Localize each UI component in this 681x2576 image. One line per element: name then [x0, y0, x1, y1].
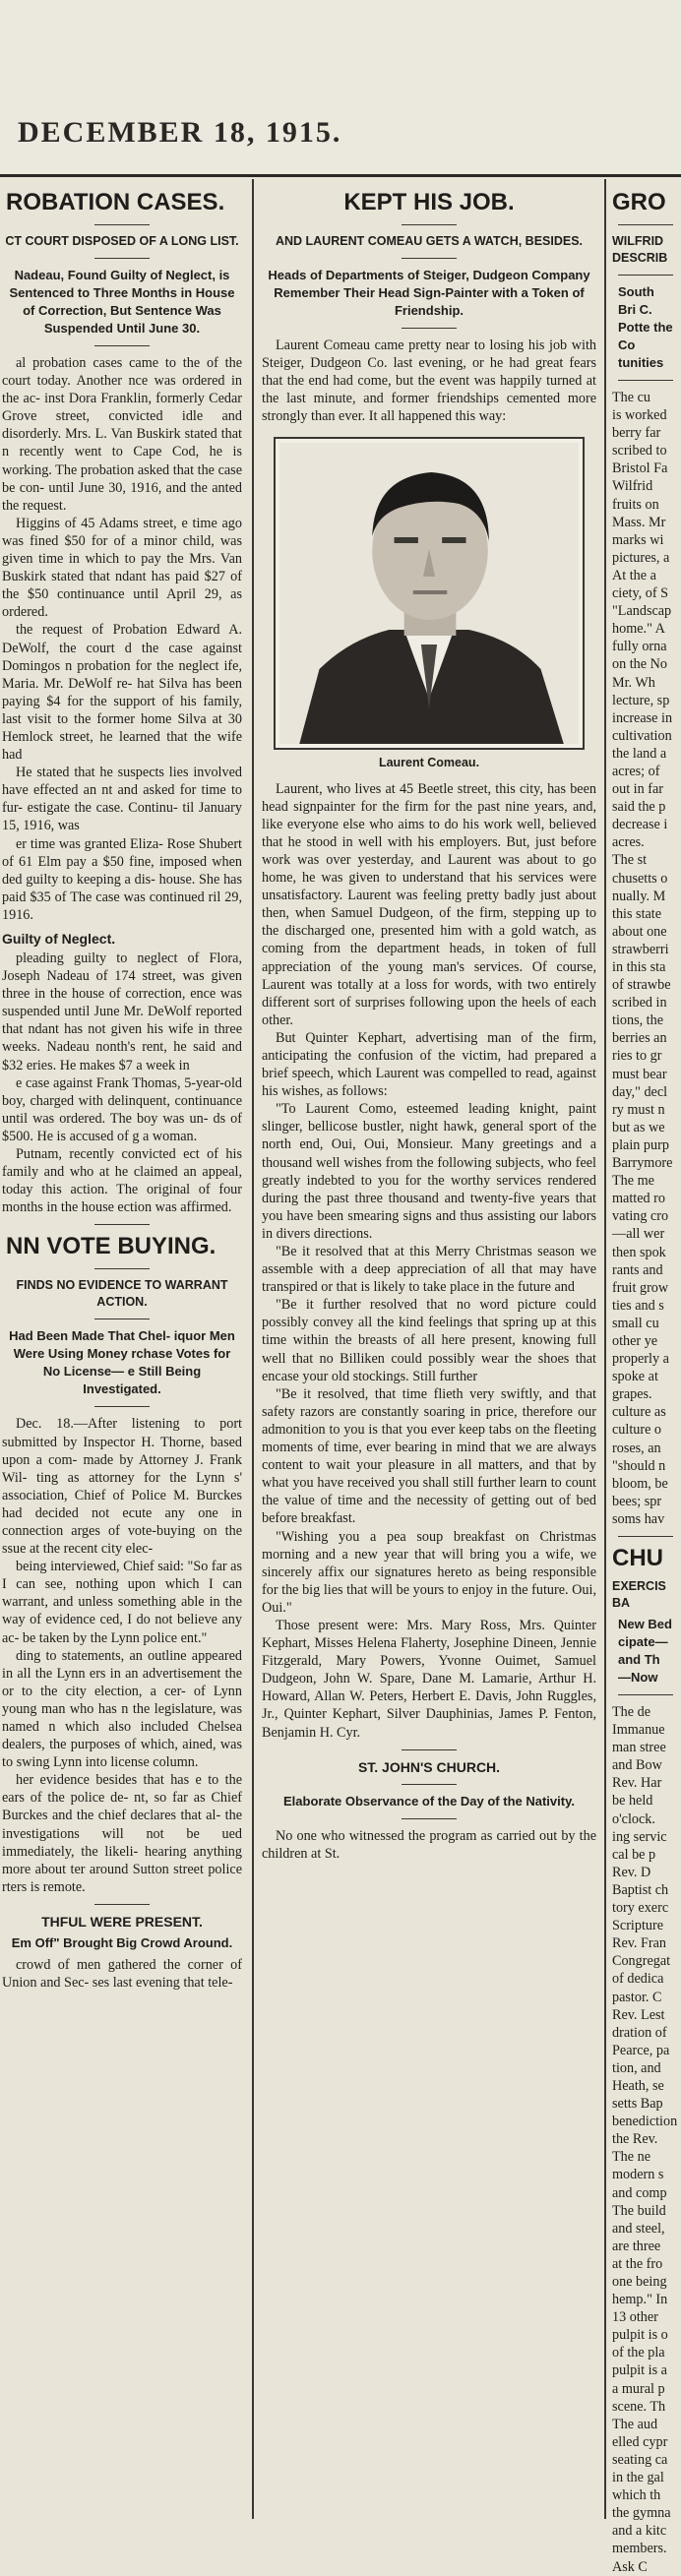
text-line: Rev. D	[612, 1864, 651, 1880]
text-line: must bear	[612, 1066, 667, 1082]
text-line: culture o	[612, 1422, 662, 1439]
text-line: be held	[612, 1793, 653, 1809]
text-line: At the a	[612, 567, 656, 583]
article-paragraph: pleading guilty to neglect of Flora, Joseph Nadeau of 174 street, was given three in the house of correction, ence was suspended until June Mr. DeWolf reported that ndant has not given his wife in three weeks. Nadeau nonth's rent, he said and $32 eries. He makes $7 a week in	[2, 951, 242, 1073]
text-line: man stree	[612, 1740, 666, 1756]
church-headline: CHU	[612, 1545, 663, 1571]
text-line: tions, the	[612, 1012, 664, 1029]
divider	[94, 224, 150, 225]
text-line: are three	[612, 2238, 661, 2254]
text-line: vating cro	[612, 1208, 669, 1225]
portrait-photo	[279, 443, 579, 744]
text-line: acres; of	[612, 763, 660, 779]
text-line: bees; spr	[612, 1493, 662, 1509]
right-column	[610, 183, 681, 2575]
text-line: —all wer	[612, 1226, 665, 1243]
text-line: and steel,	[612, 2220, 665, 2237]
text-line: in this sta	[612, 959, 666, 975]
text-line: The aud	[612, 2416, 658, 2432]
column-rule-right	[604, 179, 606, 2519]
text-line: Rev. Fran	[612, 1935, 667, 1952]
resolution-paragraph: "To Laurent Como, esteemed leading knight, paint slinger, bellicose bustler, night hawk, general sport of the north end, Oui, Oui, Monsieur. Many greetings and a thousand well wishes from the following subjects, who feel greatly indebted to you for the worthy services rendered during the past three thousand and twenty-five years that you have been smearing signs and thus assisting our labors in divers directions.	[262, 1101, 596, 1242]
text-line: hemp." In	[612, 2292, 668, 2308]
text-line: and comp	[612, 2184, 667, 2201]
text-line: which th	[612, 2487, 661, 2504]
text-line: Rev. Lest	[612, 2006, 665, 2023]
vote-buying-subdeck: Had Been Made That Chel- iquor Men Were Using Money rchase Votes for No License— e Still Being Investigated.	[9, 1328, 235, 1397]
text-line: marks wi	[612, 531, 664, 548]
text-line: tory exerc	[612, 1900, 669, 1917]
text-line: the land a	[612, 745, 667, 762]
portrait-frame	[274, 437, 585, 750]
divider	[402, 328, 457, 329]
text-line: The build	[612, 2202, 666, 2219]
text-line: scribed in	[612, 995, 667, 1012]
text-line: lecture, sp	[612, 692, 670, 708]
text-line: dration of	[612, 2024, 667, 2041]
text-line: a mural p	[612, 2380, 665, 2397]
text-line: Ask C	[612, 2558, 648, 2575]
text-line: o'clock.	[612, 1810, 655, 1827]
text-line: bloom, be	[612, 1475, 668, 1492]
text-line: members.	[612, 2541, 667, 2557]
text-line: day," decl	[612, 1083, 668, 1100]
text-line: The cu	[612, 390, 650, 405]
probation-subdeck: Nadeau, Found Guilty of Neglect, is Sentenced to Three Months in House of Correction, But Sentence Was Suspended Until June 30.	[9, 268, 235, 336]
text-line: tion, and	[612, 2059, 661, 2076]
text-line: The ne	[612, 2149, 650, 2166]
text-line: matted ro	[612, 1191, 665, 1207]
section-subhead: Guilty of Neglect.	[2, 931, 116, 947]
church-subdeck: New Bed cipate— and Th —Now	[618, 1617, 672, 1685]
text-line: about one	[612, 923, 667, 940]
text-line: grapes.	[612, 1386, 652, 1403]
resolution-paragraph: "Be it resolved that at this Merry Christmas season we assemble with a deep appreciation of all that may have transpired or that is likely to take place in the future and	[262, 1244, 596, 1296]
probation-deck: CT COURT DISPOSED OF A LONG LIST.	[5, 234, 239, 248]
divider	[94, 1406, 150, 1407]
gro-headline: GRO	[612, 189, 666, 215]
kept-job-subdeck: Heads of Departments of Steiger, Dudgeon Company Remember Their Head Sign-Painter with a Token of Friendship.	[268, 268, 590, 318]
text-line: fruits on	[612, 496, 659, 513]
gro-subdeck: South Bri C. Potte the Co tunities	[618, 284, 673, 370]
text-line: strawberri	[612, 941, 669, 957]
text-line: ry must n	[612, 1101, 665, 1118]
article-paragraph: Higgins of 45 Adams street, e time ago was fined $50 for of a minor child, was given time in which to pay the Mrs. Van Buskirk stated that ndant has paid $27 of the $50 continuance until April 29, as ordered.	[2, 515, 242, 621]
text-line: the Rev.	[612, 2131, 658, 2148]
probation-headline: ROBATION CASES.	[6, 189, 225, 215]
text-line: ing servic	[612, 1828, 667, 1845]
faithful-headline: THFUL WERE PRESENT.	[41, 1913, 203, 1930]
article-paragraph: ding to statements, an outline appeared in all the Lynn ers in an advertisement the or to the city election, a cer- of Lynn young man who has n the legislature, was named n which also included Chelsea dealers, the purposes of which, ained, was to swing Lynn into license column.	[2, 1647, 242, 1771]
text-line: one being	[612, 2274, 667, 2290]
text-line: other ye	[612, 1332, 658, 1349]
text-line: Bristol Fa	[612, 460, 668, 477]
divider	[618, 224, 673, 225]
attendees-paragraph: Those present were: Mrs. Mary Ross, Mrs. Quinter Kephart, Misses Helena Flaherty, Josephine Dineen, Jennie Fitzgerald, Mary Powers, Yvonne Ouimet, Samuel Dudgeon, John W. Spare, Dane M. Lamarie, Arthur H. Howard, Allan W. Peters, Herbert E. Davis, John Ruggles, Jr., Quinter Kephart, Silver Dauphinias, James P. Fenton, Benjamin H. Cyr.	[262, 1617, 596, 1741]
article-paragraph: er time was granted Eliza- Rose Shubert of 61 Elm pay a $50 fine, imposed when ded guilty to keeping a dis- house. She has paid $35 of The case was continued ril 29, 1916.	[2, 835, 242, 923]
text-line: setts Bap	[612, 2096, 663, 2113]
text-line: of strawbe	[612, 977, 671, 994]
article-paragraph: e case against Frank Thomas, 5-year-old boy, charged with delinquent, continuance until was ordered. The boy was un- ds of $500. He is accused of g a woman.	[2, 1074, 242, 1144]
text-line: of dedica	[612, 1971, 664, 1988]
portrait-caption: Laurent Comeau.	[378, 756, 480, 770]
text-line: soms hav	[612, 1510, 665, 1527]
text-line: cultivation	[612, 727, 672, 744]
text-line: Mr. Wh	[612, 674, 655, 691]
text-line: "Landscap	[612, 603, 672, 620]
divider	[402, 258, 457, 259]
article-lead: Laurent Comeau came pretty near to losing his job with Steiger, Dudgeon Co. last evening, or he had great fears that the end had come, but the event was happily turned at the last minute, and former friendships cemented more strongly than ever. It all happened this way:	[262, 337, 596, 425]
divider	[618, 1536, 673, 1537]
divider	[618, 275, 673, 276]
text-line: elled cypr	[612, 2433, 668, 2450]
text-line: Mass. Mr	[612, 514, 666, 530]
text-line: out in far	[612, 781, 664, 798]
text-line: Wilfrid	[612, 478, 653, 495]
resolution-paragraph: "Wishing you a pea soup breakfast on Christmas morning and a new year that will bring you a wife, we sincerely affix our signatures hereto as being responsible for the big lies that will be yours to enjoy in the future. Oui, Oui."	[262, 1528, 596, 1616]
text-line: on the No	[612, 656, 667, 673]
article-paragraph: Putnam, recently convicted ect of his family and who at he claimed an appeal, today this action. The original of four months in the house ection was affirmed.	[2, 1146, 242, 1216]
text-line: then spok	[612, 1244, 666, 1260]
text-line: Congregat	[612, 1953, 671, 1970]
masthead	[0, 0, 681, 177]
column-rule-left	[252, 179, 254, 2519]
kept-job-deck: AND LAURENT COMEAU GETS A WATCH, BESIDES.	[275, 234, 584, 248]
article-paragraph: Dec. 18.—After listening to port submitted by Inspector H. Thorne, based upon a com- made by Attorney J. Frank Wil- ting as attorney for the Lynn s' association, Chief of Police M. Burckes had decided not ecute any one in connection arges of vote-buying on the ssue at the recent city elec-	[2, 1416, 242, 1558]
article-paragraph: He stated that he suspects lies involved have effected an nt and asked for time to fur- estigate the case. Continu- til January 15, 1916, was	[2, 765, 242, 834]
text-line: is worked	[612, 407, 667, 424]
text-line: spoke at	[612, 1369, 658, 1385]
article-paragraph: the request of Probation Edward A. DeWolf, the court d the case against Domingos n probation for the neglect ife, Maria. Mr. DeWolf re- hat Silva has been paying $4 for the support of his family, last visit to the former home Silva at 30 Hemlock street, he learned that the wife had	[2, 622, 242, 764]
text-line: said the p	[612, 799, 666, 816]
text-line: pulpit is a	[612, 2362, 667, 2379]
text-line: ties and s	[612, 1297, 664, 1314]
text-line: properly a	[612, 1351, 669, 1368]
resolution-paragraph: "Be it resolved, that time flieth very swiftly, and that safety razors are constantly soaring in price, therefore our admonition to you is that you ever keep tabs on the fleeting moments of time, ever bearing in mind that we are always content to wait your pleasure in all matters, and that by what you have received you shall still further learn to count the value of time and the necessity of getting out of bed before breakfast.	[262, 1385, 596, 1527]
article-paragraph: her evidence besides that has e to the ears of the police de- nt, so far as Chief Burckes and the chief declares that al- the investigations will not be ued immediately, the likeli- hearing anything more about ter around Sutton street police rters is remote.	[2, 1772, 242, 1895]
text-line: increase in	[612, 709, 673, 726]
kept-job-headline: KEPT HIS JOB.	[343, 189, 515, 215]
text-line: modern s	[612, 2167, 664, 2183]
text-line: The me	[612, 1173, 654, 1190]
text-line: cal be p	[612, 1846, 656, 1863]
text-line: rants and	[612, 1261, 663, 1278]
text-line: at the fro	[612, 2255, 663, 2272]
divider	[94, 1904, 150, 1905]
divider	[402, 1749, 457, 1750]
st-johns-deck: Elaborate Observance of the Day of the Nativity.	[283, 1793, 575, 1809]
divider	[94, 1224, 150, 1225]
text-line: small cu	[612, 1315, 659, 1331]
faithful-deck: Em Off" Brought Big Crowd Around.	[11, 1934, 233, 1950]
article-paragraph: crowd of men gathered the corner of Union and Sec- ses last evening that tele-	[2, 1956, 242, 1992]
text-line: roses, an	[612, 1440, 661, 1456]
text-line: of the pla	[612, 2345, 665, 2361]
text-line: pictures, a	[612, 549, 670, 566]
article-paragraph: But Quinter Kephart, advertising man of the firm, anticipating the confusion of the victim, had prepared a brief speech, which Laurent was compelled to read, against his wishes, as follows:	[262, 1029, 596, 1100]
middle-column	[258, 183, 600, 2519]
text-line: but as we	[612, 1119, 665, 1135]
text-line: "should n	[612, 1457, 666, 1474]
text-line: Rev. Har	[612, 1775, 662, 1792]
text-line: Pearce, pa	[612, 2042, 670, 2058]
text-line: pulpit is o	[612, 2327, 668, 2344]
text-line: ries to gr	[612, 1048, 662, 1065]
divider	[402, 1818, 457, 1819]
text-line: Scripture	[612, 1918, 664, 1934]
resolution-paragraph: "Be it further resolved that no word picture could possibly convey all the kind feelings that spring up at this time within the breasts of all here present, knowing full well that no Billiken could possibly wear the shoes that encase your old stockings. Still further	[262, 1297, 596, 1384]
article-paragraph: Laurent, who lives at 45 Beetle street, this city, has been head signpainter for the firm for the past nine years, and, like everyone else who aims to do his work well, believed that he stood in well with his employers. But, just before work was over yesterday, and Laurent was about to go home, he was given to understand that his services were unsatisfactory. Laurent was feeling pretty badly just about then, when Samuel Dudgeon, of the firm, stepping up to the discharged one, presented him with a gold watch, as coming from the department heads, in token of full appreciation of the young man's services. Of course, Laurent was totally at a loss for words, with two entirely different sort of surprises following upon the heels of each other.	[262, 780, 596, 1028]
text-line: and Bow	[612, 1757, 662, 1774]
page-date: DECEMBER 18, 1915.	[18, 116, 342, 149]
vote-buying-deck: FINDS NO EVIDENCE TO WARRANT ACTION.	[16, 1278, 228, 1310]
gro-article	[612, 389, 679, 1528]
article-paragraph: No one who witnessed the program as carried out by the children at St.	[262, 1827, 596, 1862]
text-line: 13 other	[612, 2309, 658, 2326]
text-line: berry far	[612, 425, 661, 442]
left-column	[0, 183, 248, 2519]
text-line: nually. M	[612, 888, 666, 904]
resolution-text	[262, 1100, 596, 1617]
text-line: the gymna	[612, 2505, 671, 2522]
divider	[402, 1784, 457, 1785]
divider	[94, 258, 150, 259]
st-johns-headline: ST. JOHN'S CHURCH.	[357, 1758, 501, 1775]
text-line: plain purp	[612, 1136, 669, 1153]
text-line: seating ca	[612, 2451, 668, 2468]
text-line: The st	[612, 852, 648, 869]
text-line: fruit grow	[612, 1279, 669, 1296]
text-line: Immanue	[612, 1722, 665, 1739]
text-line: chusetts o	[612, 870, 668, 887]
text-line: scene. Th	[612, 2398, 666, 2415]
article-paragraph: being interviewed, Chief said: "So far as I can see, nothing upon which I can warrant, and unless something able in the way of evidence ced, I do not believe any ac- be taken by the Lynn police ent."	[2, 1559, 242, 1646]
divider	[94, 345, 150, 346]
divider	[402, 224, 457, 225]
text-line: Barrymore	[612, 1155, 673, 1172]
text-line: Heath, se	[612, 2077, 664, 2094]
divider	[618, 1694, 673, 1695]
church-article	[612, 1703, 679, 2576]
divider	[618, 380, 673, 381]
text-line: acres.	[612, 834, 645, 851]
text-line: Baptist ch	[612, 1881, 669, 1898]
text-line: scribed to	[612, 443, 667, 460]
text-line: fully orna	[612, 639, 667, 655]
gro-deck: WILFRID DESCRIB	[612, 234, 668, 265]
vote-buying-headline: NN VOTE BUYING.	[6, 1233, 217, 1260]
text-line: pastor. C	[612, 1989, 662, 2005]
text-line: ciety, of S	[612, 585, 668, 602]
text-line: culture as	[612, 1404, 666, 1421]
article-paragraph: al probation cases came to the of the court today. Another nce was ordered in the ac- inst Dora Franklin, formerly Cedar Grove street, convicted idle and disorderly. Mrs. L. Van Buskirk stated that n recently went to Cape Cod, he is working. The probation asked that the case be con- until June 30, 1916, and the anted the request.	[2, 355, 242, 514]
text-line: berries an	[612, 1030, 667, 1047]
divider	[94, 1268, 150, 1269]
church-deck: EXERCIS BA	[612, 1579, 666, 1610]
text-line: decrease i	[612, 817, 668, 833]
text-line: and a kitc	[612, 2523, 667, 2540]
text-line: The de	[612, 1704, 650, 1720]
text-line: home." A	[612, 621, 665, 638]
text-line: benediction	[612, 2114, 678, 2130]
text-line: this state	[612, 905, 662, 922]
text-line: in the gal	[612, 2470, 664, 2486]
